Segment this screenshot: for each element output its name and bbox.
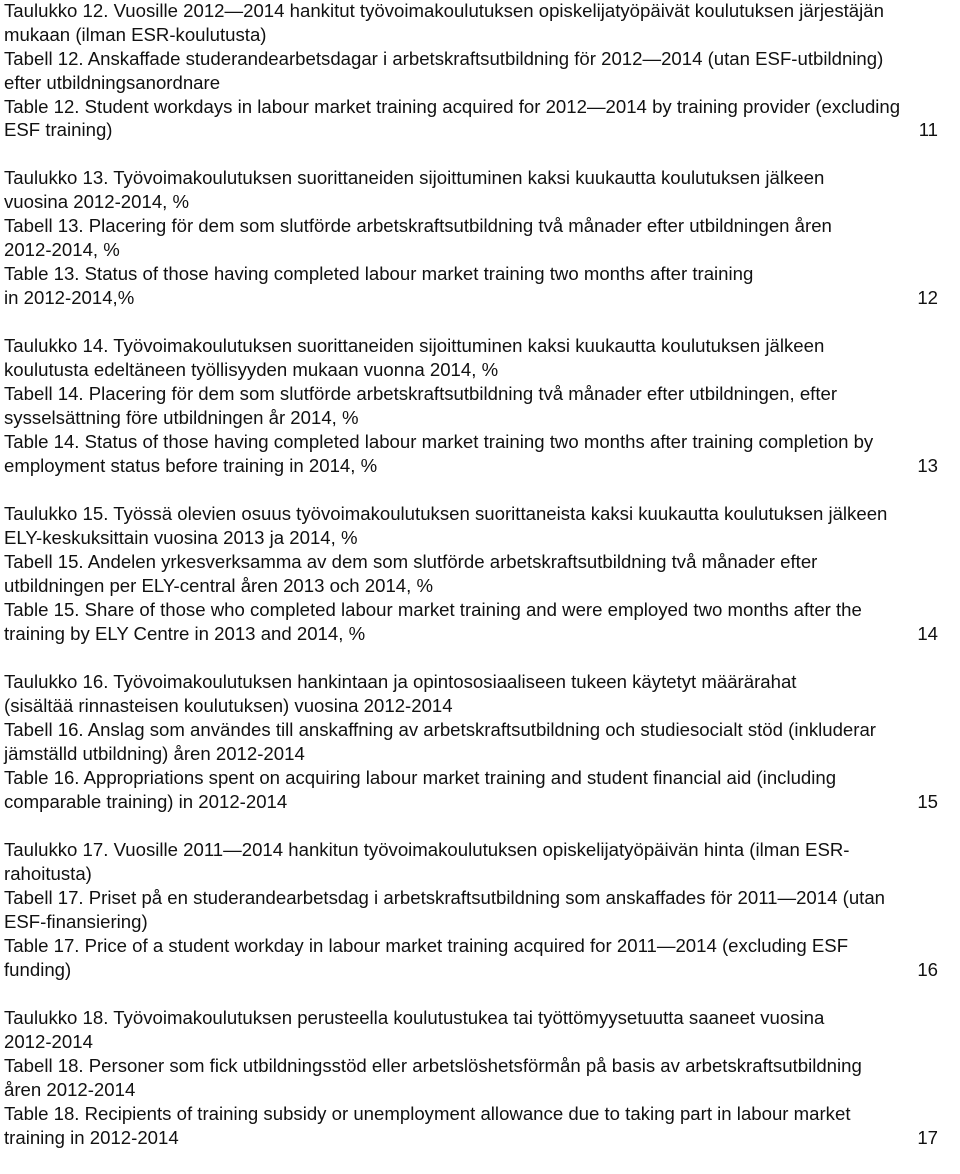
toc-entry-table-16[interactable] (4, 670, 954, 814)
toc-line: Taulukko 17. Vuosille 2011—2014 hankitun työvoimakoulutuksen opiskelijatyöpäivän hinta (ilman ESR- (4, 839, 850, 860)
toc-line: vuosina 2012-2014, % (4, 191, 190, 212)
toc-line: Tabell 13. Placering för dem som slutförde arbetskraftsutbildning två månader efter utbildningen åren (4, 215, 832, 236)
page-number: 11 (918, 119, 938, 140)
toc-line: Taulukko 12. Vuosille 2012—2014 hankitut työvoimakoulutuksen opiskelijatyöpäivät koulutuksen järjestäjän (4, 0, 884, 21)
toc-line: rahoitusta) (4, 863, 92, 884)
toc-line: in 2012-2014,% (4, 287, 135, 308)
toc-line: Tabell 12. Anskaffade studerandearbetsdagar i arbetskraftsutbildning för 2012—2014 (utan ESF-utbildning) (4, 48, 884, 69)
toc-line: Taulukko 16. Työvoimakoulutuksen hankintaan ja opintososiaaliseen tukeen käytetyt määrärahat (4, 671, 797, 692)
toc-entry-table-12[interactable] (4, 0, 954, 142)
toc-line: Tabell 16. Anslag som användes till anskaffning av arbetskraftsutbildning och studiesocialt stöd (inkluderar (4, 719, 876, 740)
toc-line: utbildningen per ELY-central åren 2013 och 2014, % (4, 575, 433, 596)
toc-line: comparable training) in 2012-2014 (4, 791, 288, 812)
toc-entry-table-17[interactable] (4, 838, 954, 982)
toc-line: training by ELY Centre in 2013 and 2014, % (4, 623, 366, 644)
toc-line: koulutusta edeltäneen työllisyyden mukaan vuonna 2014, % (4, 359, 499, 380)
toc-line: ESF-finansiering) (4, 911, 148, 932)
page-number: 17 (917, 1127, 938, 1148)
page-number: 14 (917, 623, 938, 644)
toc-line: mukaan (ilman ESR-koulutusta) (4, 24, 267, 45)
toc-line: Tabell 17. Priset på en studerandearbetsdag i arbetskraftsutbildning som anskaffades för 2011—2014 (utan (4, 887, 886, 908)
toc-line: Table 14. Status of those having completed labour market training two months after training completion by (4, 431, 874, 452)
toc-line: ESF training) (4, 119, 113, 140)
toc-entry-table-18[interactable] (4, 1006, 954, 1150)
toc-line: Tabell 15. Andelen yrkesverksamma av dem som slutförde arbetskraftsutbildning två månader efter (4, 551, 818, 572)
toc-line: Taulukko 14. Työvoimakoulutuksen suorittaneiden sijoittuminen kaksi kuukautta koulutuksen jälkeen (4, 335, 825, 356)
toc-entry-table-14[interactable] (4, 334, 954, 478)
toc-line: Tabell 14. Placering för dem som slutförde arbetskraftsutbildning två månader efter utbildningen, efter (4, 383, 838, 404)
toc-line: Table 15. Share of those who completed labour market training and were employed two months after the (4, 599, 862, 620)
page-number: 13 (917, 455, 938, 476)
toc-line: Table 18. Recipients of training subsidy or unemployment allowance due to taking part in labour market (4, 1103, 851, 1124)
toc-line: funding) (4, 959, 72, 980)
toc-line: Taulukko 18. Työvoimakoulutuksen perusteella koulutustukea tai työttömyysetuutta saaneet vuosina (4, 1007, 825, 1028)
table-of-contents (4, 0, 954, 1174)
toc-line: 2012-2014 (4, 1031, 93, 1052)
page-number: 16 (917, 959, 938, 980)
toc-entry-table-15[interactable] (4, 502, 954, 646)
toc-line: Taulukko 13. Työvoimakoulutuksen suorittaneiden sijoittuminen kaksi kuukautta koulutuksen jälkeen (4, 167, 825, 188)
page-number: 15 (917, 791, 938, 812)
page-number: 12 (917, 287, 938, 308)
toc-line: Table 12. Student workdays in labour market training acquired for 2012—2014 by training provider (excluding (4, 96, 901, 117)
toc-line: training in 2012-2014 (4, 1127, 179, 1148)
toc-line: 2012-2014, % (4, 239, 120, 260)
toc-line: efter utbildningsanordnare (4, 72, 221, 93)
toc-line: (sisältää rinnasteisen koulutuksen) vuosina 2012-2014 (4, 695, 453, 716)
toc-line: åren 2012-2014 (4, 1079, 136, 1100)
toc-line: employment status before training in 2014, % (4, 455, 378, 476)
toc-line: Tabell 18. Personer som fick utbildningsstöd eller arbetslöshetsförmån på basis av arbetskraftsutbildning (4, 1055, 862, 1076)
toc-line: ELY-keskuksittain vuosina 2013 ja 2014, % (4, 527, 358, 548)
toc-line: jämställd utbildning) åren 2012-2014 (4, 743, 305, 764)
toc-line: Table 16. Appropriations spent on acquiring labour market training and student financial aid (including (4, 767, 837, 788)
toc-line: sysselsättning före utbildningen år 2014, % (4, 407, 359, 428)
toc-line: Table 17. Price of a student workday in labour market training acquired for 2011—2014 (excluding ESF (4, 935, 849, 956)
toc-line: Taulukko 15. Työssä olevien osuus työvoimakoulutuksen suorittaneista kaksi kuukautta koulutuksen jälkeen (4, 503, 888, 524)
toc-entry-table-13[interactable] (4, 166, 954, 310)
toc-line: Table 13. Status of those having completed labour market training two months after training (4, 263, 754, 284)
